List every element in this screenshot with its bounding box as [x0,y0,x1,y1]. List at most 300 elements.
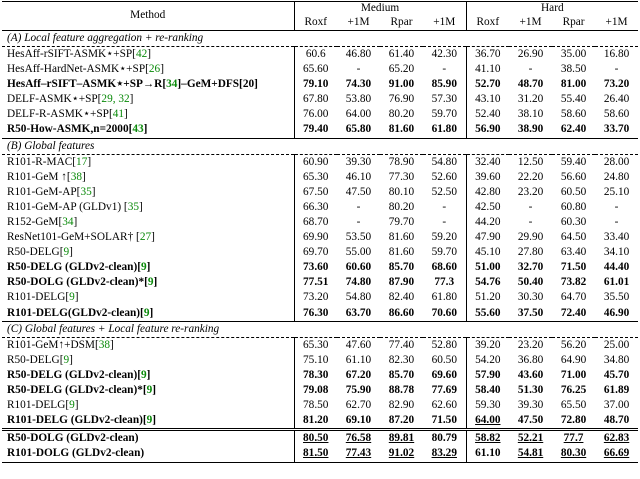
value-cell: 79.10 [303,78,329,91]
value-cell: 56.60 [560,170,587,183]
method-cell [2,398,294,413]
value-cell: 77.40 [388,338,415,351]
citation-link[interactable]: 38 [70,170,82,183]
method-suffix: ] [143,123,148,136]
results-table-container [2,1,638,477]
method-name: R50-DELG (GLDv2-clean)[ [7,368,141,381]
value-cell: 64.70 [560,291,587,304]
value-cell: 12.50 [517,155,544,168]
table-row [2,383,638,398]
value-cell: 60.90 [303,155,329,168]
value-cell: 26.40 [603,93,630,106]
method-suffix: ] [146,368,151,381]
citation-link[interactable]: 9 [140,368,147,381]
value-cell: 80.50 [294,430,337,447]
method-name: R101-DELG[ [7,399,70,412]
value-cell: 42.30 [423,47,466,63]
value-cell: 91.00 [388,78,415,91]
value-cell: 59.20 [423,230,466,245]
value-cell: 46.10 [345,170,372,183]
value-cell: 75.10 [303,353,329,366]
method-name: R101-DELG(GLDv2-clean)[ [7,306,144,319]
method-cell [2,92,294,107]
table-body [2,31,638,463]
value-cell: 39.20 [475,338,501,351]
value-cell: 60.50 [423,353,466,368]
value-cell: 36.70 [475,47,501,60]
value-cell: 73.60 [303,261,329,274]
table-row [2,107,638,122]
value-cell: 88.78 [388,384,415,397]
method-name: DELF-R-ASMK⋆+SP[ [7,108,113,121]
value-cell: - [528,200,533,213]
method-name: R50-How-ASMK,n=2000[ [7,123,133,136]
value-cell: 65.60 [303,63,329,76]
value-cell: 52.80 [423,337,466,353]
value-cell: 64.90 [560,353,587,366]
method-suffix: ] [151,231,155,244]
value-cell: 76.58 [337,430,380,447]
method-cell [2,291,294,306]
method-cell [2,230,294,245]
method-cell [2,276,294,291]
method-suffix: ] [69,246,73,259]
value-cell: 47.50 [517,414,544,427]
table-row [2,215,638,230]
table-row [2,368,638,383]
value-cell: 42.80 [475,185,501,198]
table-row [2,200,638,215]
method-suffix: ] [149,306,154,319]
value-cell: 85.70 [388,261,415,274]
method-suffix: ] [147,47,151,60]
value-cell: 39.30 [345,155,372,168]
citation-link[interactable]: 9 [69,291,75,304]
method-cell [2,62,294,77]
citation-link[interactable]: 9 [146,384,153,397]
value-cell: 58.60 [603,108,630,121]
value-cell: 31.20 [517,93,544,106]
value-cell: 85.90 [423,77,466,92]
table-row [2,306,638,322]
value-cell: 77.7 [552,430,595,447]
hard-header-text: Hard [541,2,564,15]
hard-header [466,2,638,17]
value-cell: 32.40 [475,155,501,168]
method-cell [2,383,294,398]
value-cell: 35.00 [560,47,587,60]
citation-link[interactable]: 9 [146,414,153,427]
method-header: Method [2,2,294,31]
value-cell: 27.80 [517,246,544,259]
value-cell: 81.60 [388,231,415,244]
value-cell: 26.90 [517,47,544,60]
method-cell [2,47,294,63]
value-cell: 71.00 [560,368,587,381]
value-cell: 54.20 [475,353,501,366]
value-cell: 62.83 [595,430,638,447]
citation-link[interactable]: 38 [98,338,111,351]
method-name: R101-GeM-AP (GLDv1) [ [7,200,128,213]
value-cell: 46.90 [603,306,630,319]
method-suffix: ] [110,338,114,351]
section-title-row [2,138,638,154]
value-cell: 24.80 [603,170,630,183]
header-row-1 [2,2,638,17]
value-cell: 68.70 [303,216,329,229]
value-cell: 52.60 [423,170,466,185]
method-name: HesAff-HardNet-ASMK⋆+SP[ [7,63,149,76]
value-cell: 36.80 [517,353,544,366]
value-cell: 37.50 [517,306,544,319]
value-cell: 69.90 [303,231,329,244]
value-cell: 65.20 [388,63,415,76]
value-cell: 66.69 [595,447,638,463]
value-cell: 79.40 [303,123,329,136]
value-cell: 55.60 [475,306,501,319]
value-cell: 78.90 [388,155,415,168]
column-header: Rpar [552,16,595,31]
value-cell: 73.20 [303,291,329,304]
citation-link[interactable]: 35 [80,185,92,198]
method-cell [2,245,294,260]
value-cell: 53.50 [345,231,372,244]
value-cell: 72.40 [560,306,587,319]
value-cell: 61.10 [345,353,372,366]
value-cell: 56.90 [475,123,501,136]
method-cell [2,413,294,430]
value-cell: 30.30 [517,291,544,304]
value-cell: 54.80 [345,291,372,304]
value-cell: 62.60 [423,398,466,413]
value-cell: 79.70 [388,216,415,229]
method-cell [2,260,294,275]
value-cell: 87.90 [388,276,415,289]
method-name: R50-DELG[ [7,246,64,259]
value-cell: 69.10 [345,414,372,427]
value-cell: 69.60 [423,368,466,383]
value-cell: 23.20 [517,338,544,351]
method-name: R101-GeM ↑[ [7,170,71,183]
value-cell: 64.00 [345,108,372,121]
citation-link[interactable]: 9 [140,261,147,274]
value-cell: 71.50 [423,413,466,430]
value-cell: 82.30 [388,353,415,366]
value-cell: 59.30 [475,399,501,412]
value-cell: 65.80 [345,123,372,136]
dolg-row [2,447,638,463]
value-cell: 54.81 [509,447,552,463]
value-cell: 56.20 [560,338,587,351]
method-name: HesAff-rSIFT-ASMK⋆+SP[ [7,47,136,60]
value-cell: 41.10 [475,63,501,76]
method-suffix: ] [124,108,128,121]
value-cell: 80.20 [388,108,415,121]
value-cell: 85.70 [388,368,415,381]
value-cell: 64.00 [475,414,501,427]
value-cell: 25.00 [603,338,630,351]
value-cell: 87.20 [388,414,415,427]
citation-link[interactable]: 9 [63,353,70,366]
method-name: R50-DELG (GLDv2-clean)*[ [7,384,147,397]
value-cell: 38.10 [517,108,544,121]
column-header: +1M [595,16,638,31]
results-table [2,1,638,463]
column-header: Roxf [466,16,509,31]
value-cell: 54.76 [475,276,501,289]
table-row [2,170,638,185]
value-cell: 76.25 [560,384,587,397]
method-suffix: ] [153,276,158,289]
value-cell: 64.50 [560,231,587,244]
value-cell: 33.70 [603,123,630,136]
value-cell: 47.90 [475,231,501,244]
method-cell: R50-DOLG (GLDv2-clean) [2,430,294,447]
dolg-row [2,430,638,447]
table-row [2,123,638,139]
value-cell: 60.30 [560,216,587,229]
value-cell: 91.02 [380,447,423,463]
section-title: (A) Local feature aggregation + re-ranking [2,31,638,47]
method-name: ResNet101-GeM+SOLAR† [ [7,231,140,244]
value-cell: 34.10 [603,246,630,259]
value-cell: 81.60 [388,246,415,259]
value-cell: 59.70 [423,107,466,122]
value-cell: 81.20 [303,414,329,427]
value-cell: 65.30 [303,170,329,183]
table-row [2,62,638,77]
citation-link[interactable]: 9 [69,399,75,412]
value-cell: 61.01 [603,276,630,289]
value-cell: 77.30 [388,170,415,183]
method-cell [2,200,294,215]
method-suffix: ] [146,261,151,274]
value-cell: 54.80 [423,154,466,170]
value-cell: 75.90 [345,384,372,397]
value-cell: 39.30 [517,399,544,412]
value-cell: 63.70 [345,306,372,319]
section-title-row [2,31,638,47]
method-suffix: ] [160,63,164,76]
citation-link[interactable]: 41 [112,108,125,121]
value-cell: - [423,215,466,230]
value-cell: 22.20 [517,170,544,183]
value-cell: 81.60 [388,123,415,136]
table-row [2,154,638,170]
method-cell [2,337,294,353]
citation-link[interactable]: 17 [76,155,88,168]
value-cell: - [528,63,533,76]
value-cell: 82.40 [388,291,415,304]
citation-link[interactable]: 9 [63,246,70,259]
value-cell: 23.20 [517,185,544,198]
value-cell: - [614,63,619,76]
method-suffix: ] [73,216,78,229]
table-row [2,353,638,368]
value-cell: 60.50 [560,185,587,198]
value-cell: 52.21 [509,430,552,447]
value-cell: 86.60 [388,306,415,319]
table-row [2,337,638,353]
value-cell: 61.80 [423,123,466,139]
citation-link[interactable]: 29, 32 [101,93,130,106]
method-suffix: ] [87,155,92,168]
value-cell: 51.30 [517,384,544,397]
value-cell: 80.10 [388,185,415,198]
value-cell: 32.70 [517,261,544,274]
method-suffix: ]–GeM+DFS[20] [177,78,258,91]
value-cell: 65.30 [303,338,329,351]
citation-link[interactable]: 42 [135,47,148,60]
value-cell: - [528,216,533,229]
value-cell: 55.00 [345,246,372,259]
value-cell: 59.70 [423,245,466,260]
value-cell: 51.00 [475,261,501,274]
method-cell [2,170,294,185]
value-cell: 35.50 [603,291,630,304]
value-cell: 73.82 [560,276,587,289]
table-row [2,230,638,245]
method-suffix: ] [74,291,79,304]
value-cell: 69.70 [303,246,329,259]
value-cell: 73.20 [603,78,630,91]
table-row [2,260,638,275]
method-suffix: ] [69,353,73,366]
value-cell: 70.60 [423,306,466,322]
value-cell: - [423,62,466,77]
value-cell: 74.30 [345,78,372,91]
method-name: R50-DOLG (GLDv2-clean)*[ [7,276,148,289]
value-cell: 44.20 [475,216,501,229]
value-cell: 33.40 [603,231,630,244]
citation-link[interactable]: 35 [127,200,139,213]
value-cell: - [356,63,361,76]
value-cell: 60.6 [305,47,326,60]
value-cell: 62.40 [560,123,587,136]
column-header: Roxf [294,16,337,31]
value-cell: 53.80 [345,93,372,106]
value-cell: 71.50 [560,261,587,274]
value-cell: 74.80 [345,276,372,289]
table-row [2,77,638,92]
value-cell: 57.30 [423,92,466,107]
value-cell: 58.82 [466,430,509,447]
value-cell: 77.3 [423,276,466,291]
method-cell: R101-DOLG (GLDv2-clean) [2,447,294,463]
method-cell [2,77,294,92]
method-name: R50-DELG[ [7,353,64,366]
value-cell: 67.20 [345,368,372,381]
value-cell: 57.90 [475,368,501,381]
value-cell: 34.80 [603,353,630,366]
method-name: R101-DELG (GLDv2-clean)[ [7,414,147,427]
method-cell [2,368,294,383]
method-name: R101-GeM-AP[ [7,185,81,198]
value-cell: 28.00 [603,155,630,168]
table-row [2,47,638,63]
citation-link[interactable]: 9 [147,276,154,289]
value-cell: 65.50 [560,399,587,412]
method-suffix: ] [152,384,157,397]
value-cell: 81.50 [294,447,337,463]
value-cell: 79.08 [303,384,329,397]
medium-header [294,2,466,17]
method-suffix: ] [74,399,79,412]
value-cell: - [614,216,619,229]
value-cell: 80.20 [388,200,415,213]
value-cell: 47.60 [345,338,372,351]
value-cell: 78.30 [303,368,329,381]
column-header: +1M [337,16,380,31]
value-cell: 82.90 [388,399,415,412]
method-cell [2,107,294,122]
value-cell: 78.50 [303,399,329,412]
value-cell: 61.89 [603,384,630,397]
method-suffix: ] [139,200,143,213]
citation-link[interactable]: 9 [143,306,150,319]
value-cell: 58.60 [560,108,587,121]
value-cell: 43.60 [517,368,544,381]
method-suffix: ] [91,185,96,198]
method-name: R152-GeM[ [7,216,63,229]
table-row [2,291,638,306]
value-cell: 46.80 [345,47,372,60]
citation-link[interactable]: 43 [132,123,144,136]
value-cell: 45.10 [475,246,501,259]
table-row [2,92,638,107]
value-cell: 61.10 [466,447,509,463]
citation-link[interactable]: 34 [62,216,74,229]
citation-link[interactable]: 34 [166,78,178,91]
value-cell: 43.10 [475,93,501,106]
table-row [2,276,638,291]
value-cell: 58.40 [475,384,501,397]
table-row [2,398,638,413]
section-title-row [2,321,638,337]
method-name: R101-GeM↑+DSM[ [7,338,99,351]
value-cell: 16.80 [603,47,630,60]
value-cell: 50.40 [517,276,544,289]
value-cell: 29.90 [517,231,544,244]
value-cell: 72.80 [560,414,587,427]
method-cell [2,123,294,139]
section-title: (C) Global features + Local feature re-ranking [2,321,638,337]
value-cell: 77.69 [423,383,466,398]
value-cell: 37.00 [603,399,630,412]
value-cell: 76.30 [303,306,329,319]
column-header: +1M [509,16,552,31]
value-cell: 76.00 [303,108,329,121]
value-cell: 61.40 [388,47,415,60]
value-cell: 89.81 [380,430,423,447]
method-name: R101-DELG[ [7,291,70,304]
method-name: R101-R-MAC[ [7,155,77,168]
value-cell: 67.80 [303,93,329,106]
method-cell [2,306,294,322]
value-cell: 52.40 [475,108,501,121]
table-row [2,245,638,260]
citation-link[interactable]: 26 [148,63,161,76]
value-cell: 52.70 [475,78,501,91]
citation-link[interactable]: 27 [139,231,152,244]
value-cell: 44.40 [603,261,630,274]
value-cell: 60.80 [560,200,587,213]
method-cell [2,185,294,200]
value-cell: 66.30 [303,200,329,213]
value-cell: 67.50 [303,185,329,198]
value-cell: 76.90 [388,93,415,106]
value-cell: 83.29 [423,447,466,463]
